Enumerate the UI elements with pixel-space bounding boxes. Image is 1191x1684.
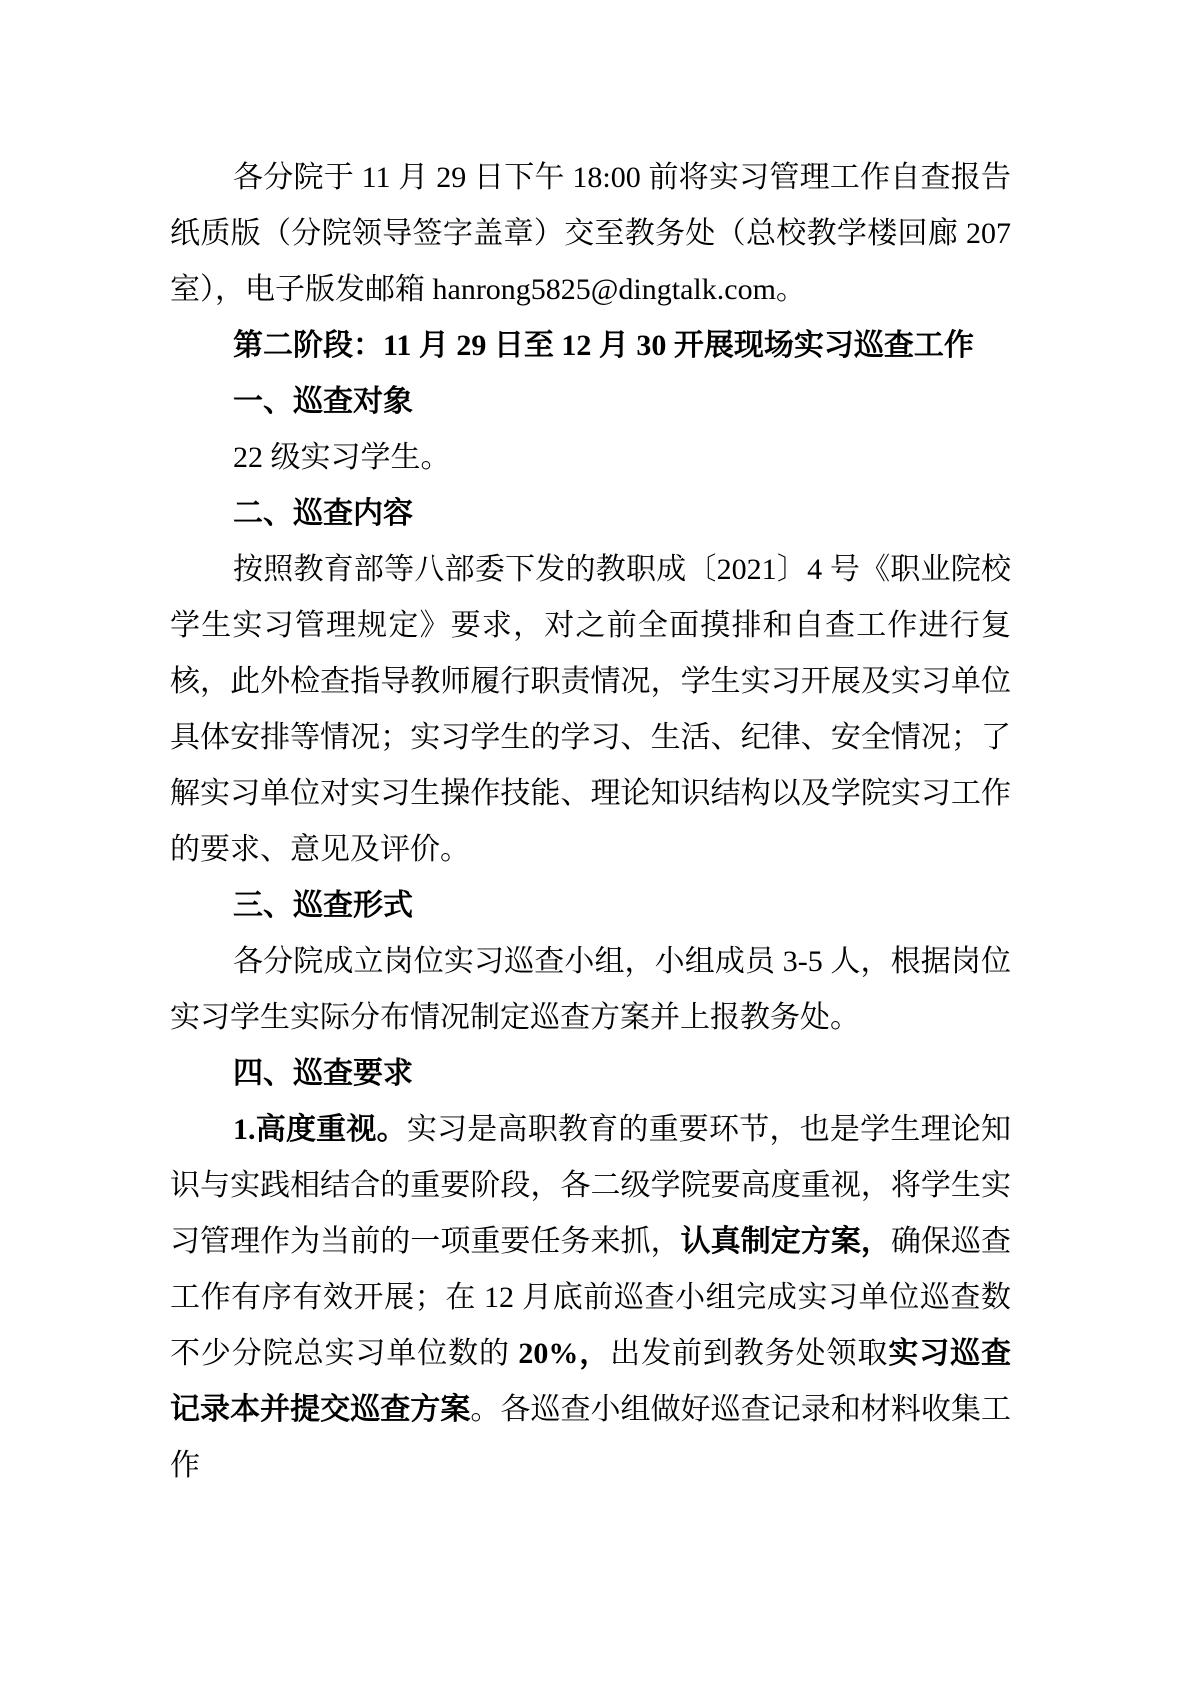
para-self-check-submission bbox=[170, 150, 1011, 318]
heading-text: 一、巡查对象 bbox=[233, 385, 413, 418]
text-run-bold: 20%， bbox=[518, 1337, 611, 1370]
text-run: 。各巡查小组做好巡查记录和材料收集工作 bbox=[170, 1393, 1012, 1482]
text-run-bold: 1.高度重视。 bbox=[233, 1113, 407, 1146]
text-run: 确保巡查工作有序有效开展；在 12 月底前巡查小组完成实习单位巡查数不少分院总实习单位数的 bbox=[170, 1225, 1012, 1370]
para-section-3-body bbox=[170, 934, 1011, 1046]
heading-section-4 bbox=[170, 1046, 1011, 1102]
text-run: 各分院于 11 月 29 日下午 18:00 前将实习管理工作自查报告纸质版（分院领导签字盖章）交至教务处（总校教学楼回廊 207 室），电子版发邮箱 hanrong5825@dingtalk.com。 bbox=[170, 161, 1011, 306]
document-body bbox=[170, 150, 1011, 1494]
text-run: 按照教育部等八部委下发的教职成〔2021〕4 号《职业院校学生实习管理规定》要求，对之前全面摸排和自查工作进行复核，此外检查指导教师履行职责情况，学生实习开展及实习单位具体安排等情况；实习学生的学习、生活、纪律、安全情况；了解实习单位对实习生操作技能、理论知识结构以及学院实习工作的要求、意见及评价。 bbox=[170, 553, 1011, 866]
heading-text: 第二阶段：11 月 29 日至 12 月 30 开展现场实习巡查工作 bbox=[233, 329, 974, 362]
text-run-bold: 认真制定方案， bbox=[680, 1225, 891, 1258]
text-run: 出发前到教务处领取 bbox=[610, 1337, 889, 1370]
text-run: 各分院成立岗位实习巡查小组，小组成员 3-5 人，根据岗位实习学生实际分布情况制定巡查方案并上报教务处。 bbox=[170, 945, 1011, 1034]
para-requirement-1 bbox=[170, 1102, 1011, 1494]
text-run: 22 级实习学生。 bbox=[233, 441, 451, 474]
heading-text: 四、巡查要求 bbox=[233, 1057, 413, 1090]
heading-section-3 bbox=[170, 878, 1011, 934]
text-run: 实习是高职教育的重要环节，也是学生理论知识与实践相结合的重要阶段，各二级学院要高度重视，将学生实习管理作为当前的一项重要任务来抓， bbox=[170, 1113, 1012, 1258]
para-section-1-body bbox=[170, 430, 1011, 486]
heading-section-1 bbox=[170, 374, 1011, 430]
heading-phase-two bbox=[170, 318, 1011, 374]
heading-text: 二、巡查内容 bbox=[233, 497, 413, 530]
para-section-2-body bbox=[170, 542, 1011, 878]
text-run-bold: 实习巡查记录本并提交巡查方案 bbox=[170, 1337, 1012, 1426]
heading-section-2 bbox=[170, 486, 1011, 542]
heading-text: 三、巡查形式 bbox=[233, 889, 413, 922]
